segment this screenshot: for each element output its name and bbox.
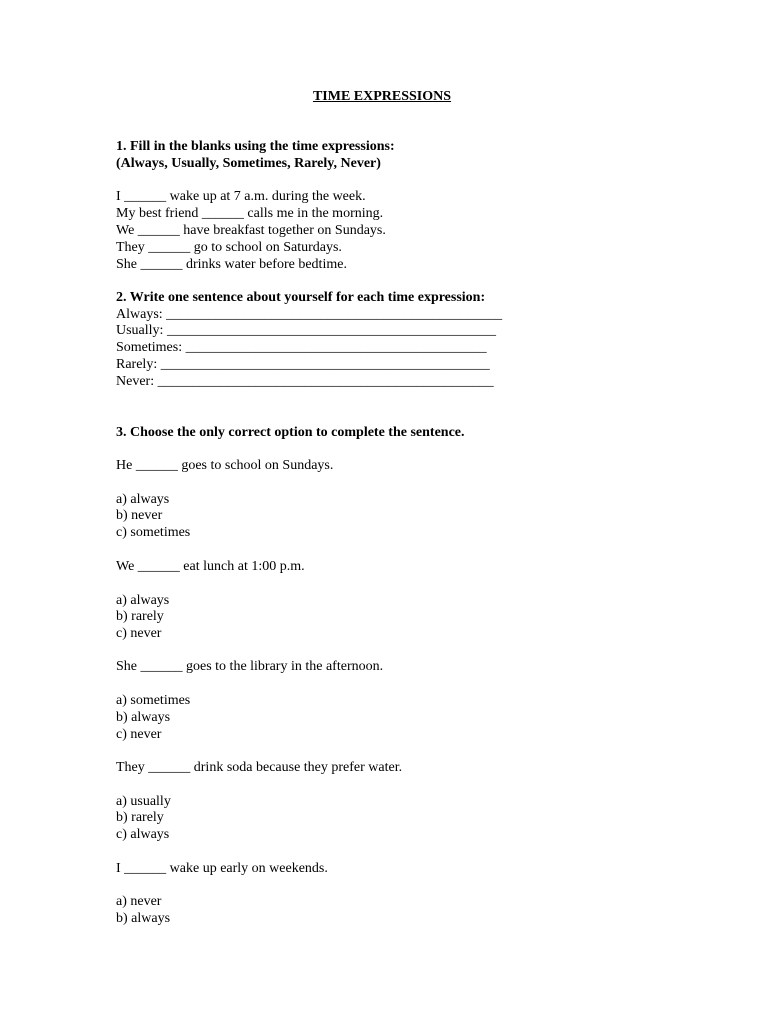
section2-line: Always: ________________________________________________	[116, 307, 503, 322]
page-title: TIME EXPRESSIONS	[312, 89, 452, 104]
section2-heading: 2. Write one sentence about yourself for each time expression:	[116, 290, 486, 305]
question-option: b) always	[116, 710, 171, 725]
section2-line: Sometimes: ___________________________________________	[116, 340, 487, 355]
section2-line: Never: ________________________________________________	[116, 374, 494, 389]
question-option: c) never	[116, 626, 162, 641]
question-option: c) never	[116, 727, 162, 742]
section1-sentence: They ______ go to school on Saturdays.	[116, 240, 342, 255]
question-option: c) sometimes	[116, 525, 191, 540]
question-option: b) rarely	[116, 609, 164, 624]
section1-sentence: She ______ drinks water before bedtime.	[116, 257, 347, 272]
question-option: c) always	[116, 827, 170, 842]
question-option: b) rarely	[116, 810, 164, 825]
section2-line: Rarely: _______________________________________________	[116, 357, 490, 372]
question-option: a) usually	[116, 794, 171, 809]
section3-heading: 3. Choose the only correct option to complete the sentence.	[116, 425, 465, 440]
question-option: a) always	[116, 492, 170, 507]
question-prompt: I ______ wake up early on weekends.	[116, 861, 328, 876]
section1-sentence: My best friend ______ calls me in the morning.	[116, 206, 384, 221]
question-option: a) sometimes	[116, 693, 191, 708]
section1-subheading: (Always, Usually, Sometimes, Rarely, Never)	[116, 156, 381, 171]
question-prompt: They ______ drink soda because they prefer water.	[116, 760, 403, 775]
section1-sentence: We ______ have breakfast together on Sundays.	[116, 223, 386, 238]
question-prompt: We ______ eat lunch at 1:00 p.m.	[116, 559, 305, 574]
question-option: b) always	[116, 911, 171, 926]
question-prompt: He ______ goes to school on Sundays.	[116, 458, 334, 473]
section1-heading: 1. Fill in the blanks using the time expressions:	[116, 139, 395, 154]
question-option: a) never	[116, 894, 162, 909]
section1-sentence: I ______ wake up at 7 a.m. during the week.	[116, 189, 366, 204]
question-prompt: She ______ goes to the library in the afternoon.	[116, 659, 384, 674]
section2-line: Usually: _______________________________________________	[116, 323, 496, 338]
question-option: b) never	[116, 508, 163, 523]
question-option: a) always	[116, 593, 170, 608]
